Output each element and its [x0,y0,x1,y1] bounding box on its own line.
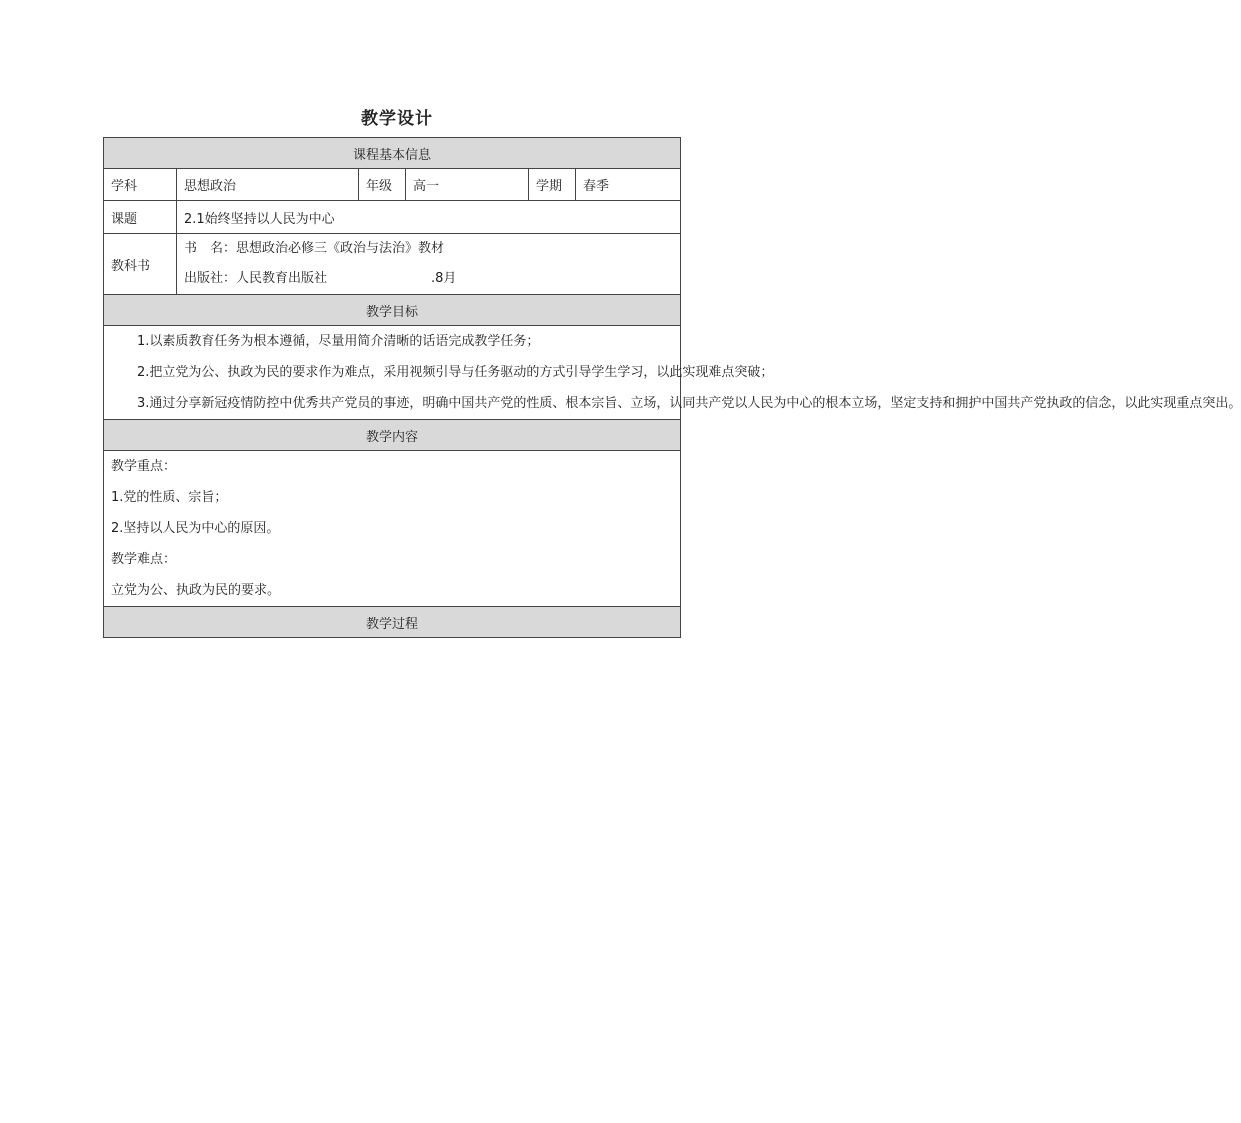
basic-info-header: 课程基本信息 [104,138,681,169]
topic-row [104,201,681,234]
content-body [104,451,681,607]
term-value: 春季 [576,169,681,201]
key-point-1: 1.党的性质、宗旨； [111,490,228,505]
book-name-line: 书 名：思想政治必修三《政治与法治》教材 [184,241,445,256]
term-label: 学期 [529,169,576,201]
process-header-row [104,607,681,638]
topic-value: 2.1始终坚持以人民为中心 [177,201,681,234]
content-header: 教学内容 [104,420,681,451]
grade-label: 年级 [359,169,406,201]
subject-row [104,169,681,201]
key-points-heading: 教学重点： [111,459,177,474]
textbook-value [177,234,681,295]
goals-body-row [104,326,681,420]
goal-item-3: 3.通过分享新冠疫情防控中优秀共产党员的事迹，明确中国共产党的性质、根本宗旨、立场，认同共产党以人民为中心的根本立场，坚定支持和拥护中国共产党执政的信念，以此实现重点突出。 [137,396,1241,411]
goals-body [104,326,1241,420]
goal-item-2: 2.把立党为公、执政为民的要求作为难点，采用视频引导与任务驱动的方式引导学生学习，以此实现难点突破； [137,365,774,380]
goals-header: 教学目标 [104,295,681,326]
document-title: 教学设计 [361,109,433,129]
textbook-row [104,234,681,295]
basic-info-header-row [104,138,681,169]
difficult-point-1: 立党为公、执政为民的要求。 [111,583,281,598]
content-body-row [104,451,681,607]
goal-item-1: 1.以素质教育任务为根本遵循，尽量用简介清晰的话语完成教学任务； [137,334,540,349]
goals-header-row [104,295,681,326]
process-header: 教学过程 [104,607,681,638]
topic-label: 课题 [104,201,177,234]
subject-value: 思想政治 [177,169,359,201]
difficult-points-heading: 教学难点： [111,552,177,567]
key-point-2: 2.坚持以人民为中心的原因。 [111,521,280,536]
publisher-line: 出版社：人民教育出版社 .8月 [184,271,457,286]
textbook-label: 教科书 [104,234,177,295]
lesson-plan-table [103,137,1241,638]
content-header-row [104,420,681,451]
subject-label: 学科 [104,169,177,201]
grade-value: 高一 [406,169,529,201]
